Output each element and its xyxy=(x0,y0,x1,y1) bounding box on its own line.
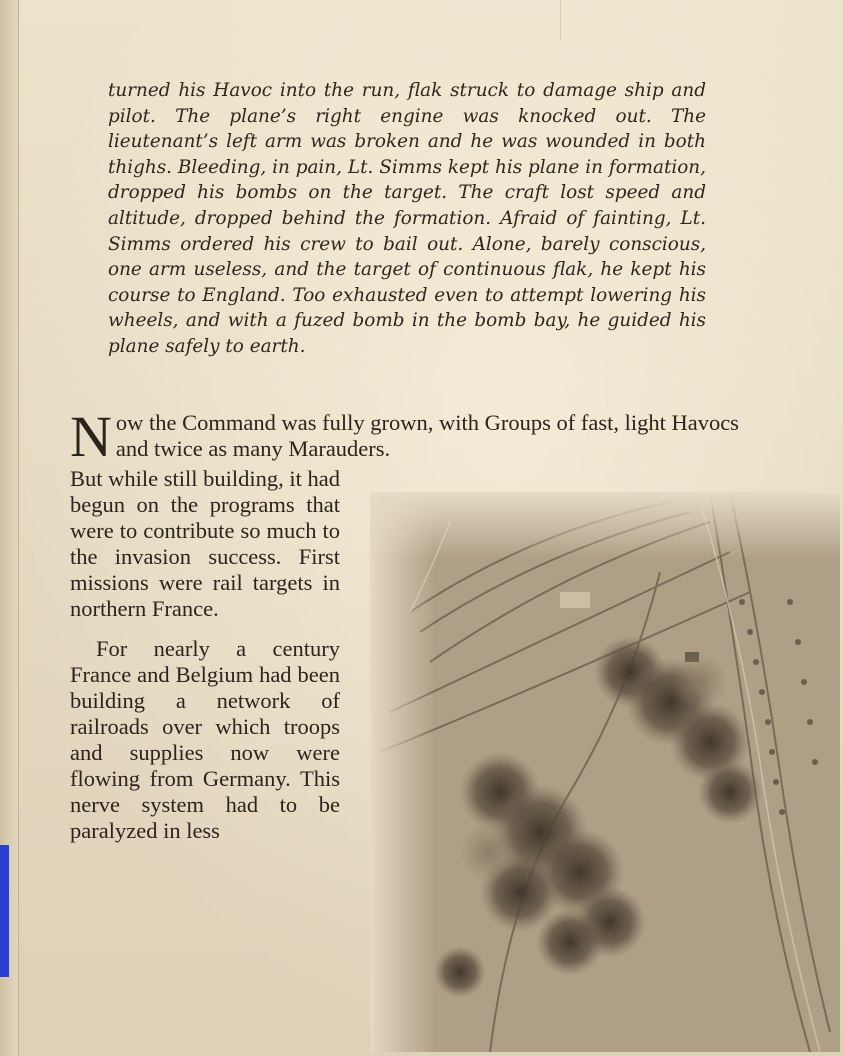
drop-cap: N xyxy=(70,404,112,469)
italic-paragraph: turned his Havoc into the run, flak struck to damage ship and pilot. The plane’s right engine was knocked out. The lieutenant’s left arm was broken and he was wounded in both thighs. Bleeding, in pain, Lt. Simms kept his plane in formation, dropped his bombs on the target. The craft lost speed and altitude, dropped behind the formation. Afraid of fainting, Lt. Simms ordered his crew to bail out. Alone, barely conscious, one arm useless, and the target of continuous flak, he kept his course to England. Too exhausted even to attempt lowering his wheels, and with a fuzed bomb in the bomb bay, he guided his plane safely to earth. xyxy=(108,80,706,357)
aerial-photo xyxy=(370,492,840,1052)
aerial-photo-image xyxy=(370,492,840,1052)
column-paragraph-2: For nearly a century France and Belgium had been building a network of railroads over which troops and supplies now were flowing from Germany. This nerve system had to be paralyzed in less xyxy=(70,636,340,843)
intro-paragraph xyxy=(70,404,740,469)
page-crease xyxy=(560,0,561,40)
scan-edge-mark xyxy=(0,845,9,977)
column-paragraph-1: But while still building, it had begun on the programs that were to contribute so much to the invasion success. First missions were rail targets in northern France. xyxy=(70,466,340,621)
text-column xyxy=(70,466,340,858)
intro-text: ow the Command was fully grown, with Groups of fast, light Havocs and twice as many Marauders. xyxy=(115,410,739,461)
